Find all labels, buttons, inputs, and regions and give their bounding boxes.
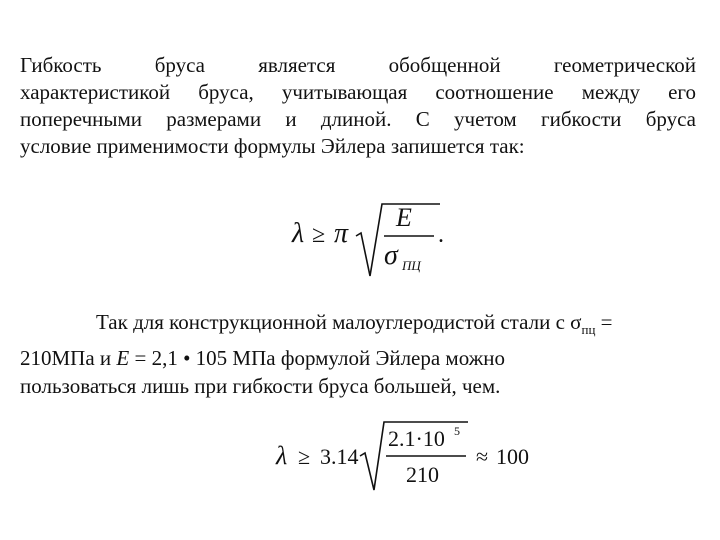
sigma-symbol: σ [570,310,582,334]
paragraph-line: Гибкость бруса является обобщенной геометрической [20,53,696,77]
paragraph-definition [20,52,696,160]
formula-approx: ≈ [476,444,489,469]
modulus-symbol: E [116,346,130,370]
paragraph-line [20,344,710,372]
formula-exponent: 5 [454,424,460,438]
formula-coefficient: 3.14 [320,444,359,469]
text-run: = [595,310,613,334]
formula-pi: π [334,218,349,249]
paragraph-line: пользоваться лишь при гибкости бруса большей, чем. [20,374,501,398]
euler-applicability-formula [288,200,458,280]
formula-numerator: E [396,203,412,232]
formula-lambda: λ [276,441,288,470]
paragraph-line: характеристикой бруса, учитывающая соотношение между его [20,80,696,104]
slenderness-calculation-formula [270,418,540,492]
formula-numerator: 2.1·10 [388,426,445,451]
formula-geq: ≥ [312,222,326,248]
formula-geq: ≥ [298,444,311,469]
text-run: Так для конструкционной малоуглеродистой стали с [96,310,571,334]
paragraph-line [20,308,710,344]
formula-result: 100 [496,444,529,469]
text-run: = 2,1 • 105 МПа формулой Эйлера можно [129,346,505,370]
formula-sigma-subscript: ПЦ [402,258,421,273]
formula-lambda: λ [292,218,305,249]
paragraph-line: поперечными размерами и длиной. С учетом гибкости бруса [20,107,696,131]
formula-sigma: σ [384,240,398,271]
paragraph-line: условие применимости формулы Эйлера запишется так: [20,134,525,158]
formula-dot: . [438,222,444,248]
sigma-subscript: пц [581,322,596,337]
paragraph-example [20,308,710,400]
formula-denominator: 210 [406,462,439,487]
text-run: 210МПа и [20,346,117,370]
